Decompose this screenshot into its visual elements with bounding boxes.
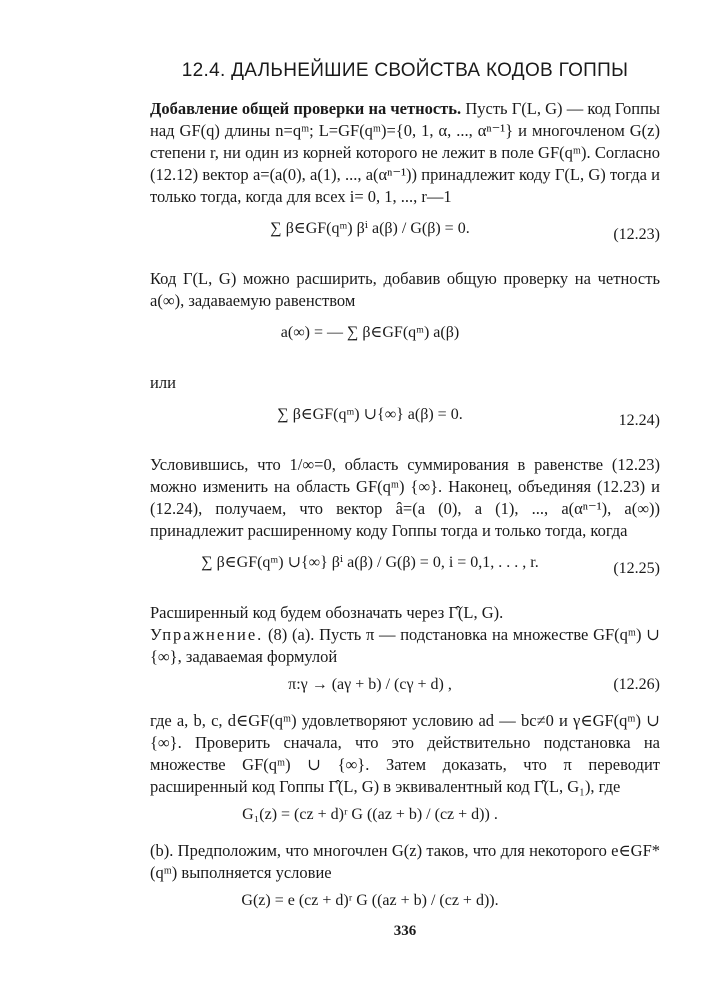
equation-12-24-body: ∑ β∈GF(qᵐ) ∪{∞} a(β) = 0. (277, 406, 463, 423)
paragraph-1 (150, 98, 660, 208)
equation-12-25-body: ∑ β∈GF(qᵐ) ∪{∞} βⁱ a(β) / G(β) = 0, i = 0,1, . . . , r. (201, 554, 539, 571)
paragraph-3: Условившись, что 1/∞=0, область суммирования в равенстве (12.23) можно изменить на область GF(qᵐ) {∞}. Наконец, объединяя (12.23) и (12.24), получаем, что вектор â=(a (0), a (1), ..., a(αⁿ⁻¹), a(∞)) принадлежит расширенному коду Гоппы тогда и только тогда, когда (150, 455, 660, 540)
equation-12-26-body: π:γ → (aγ + b) / (cγ + d) , (288, 676, 452, 693)
equation-12-23-number: (12.23) (613, 226, 660, 243)
page (150, 60, 660, 940)
equation-condition (150, 884, 660, 926)
or-text: или (150, 373, 176, 392)
section-title: 12.4. ДАЛЬНЕЙШИЕ СВОЙСТВА КОДОВ ГОППЫ (181, 60, 629, 81)
equation-12-26-number: (12.26) (613, 676, 660, 693)
equation-condition-body: G(z) = e (cz + d)ʳ G ((az + b) / (cz + d)). (241, 892, 499, 909)
paragraph-4: Расширенный код будем обозначать через Γ̂(L, G). (150, 603, 504, 622)
equation-g1-body: G₁(z) = (cz + d)ʳ G ((az + b) / (cz + d)) . (242, 806, 498, 823)
paragraph-6: где a, b, c, d∈GF(qᵐ) удовлетворяют условию ad — bc≠0 и γ∈GF(qᵐ) ∪ {∞}. Проверить сначала, что это действительно подстановка на множестве GF(qᵐ) ∪ {∞}. Затем доказать, что π переводит расширенный код Гоппы Γ̂(L, G) в эквивалентный код Γ̂(L, G₁), где (150, 711, 660, 796)
paragraph-1-heading: Добавление общей проверки на четность. (150, 99, 462, 118)
paragraph-5 (150, 624, 660, 668)
equation-12-23-body: ∑ β∈GF(qᵐ) βⁱ a(β) / G(β) = 0. (270, 220, 470, 237)
paragraph-2: Код Γ(L, G) можно расширить, добавив общую проверку на четность a(∞), задаваемую равенством (150, 269, 660, 310)
paragraph-1-text: Пусть Γ(L, G) — код Гоппы над GF(q) длины n=qᵐ; L=GF(qᵐ)={0, 1, α, ..., αⁿ⁻¹} и многочленом G(z) степени r, ни один из корней которого не лежит в поле GF(qᵐ). Согласно (12.12) вектор a=(a(0), a(1), ..., a(αⁿ⁻¹)) принадлежит коду Γ(L, G) тогда и только тогда, когда для всех i= 0, 1, ..., r—1 (150, 99, 661, 206)
equation-extension-body: a(∞) = — ∑ β∈GF(qᵐ) a(β) (280, 324, 460, 341)
equation-12-24-number: 12.24) (618, 412, 660, 429)
paragraph-5-text: (8) (a). Пусть π — подстановка на множестве GF(qᵐ) ∪ {∞}, задаваемая формулой (150, 625, 660, 666)
equation-12-23 (150, 208, 660, 268)
equation-12-25-number: (12.25) (613, 560, 660, 577)
equation-12-26 (150, 668, 660, 710)
equation-g1 (150, 798, 660, 840)
equation-12-24 (150, 394, 660, 454)
paragraph-7: (b). Предположим, что многочлен G(z) таков, что для некоторого e∈GF*(qᵐ) выполняется условие (150, 841, 660, 882)
exercise-label: Упражнение. (150, 625, 264, 644)
equation-extension (150, 312, 660, 372)
equation-12-25 (150, 542, 660, 602)
page-number: 336 (393, 923, 417, 939)
